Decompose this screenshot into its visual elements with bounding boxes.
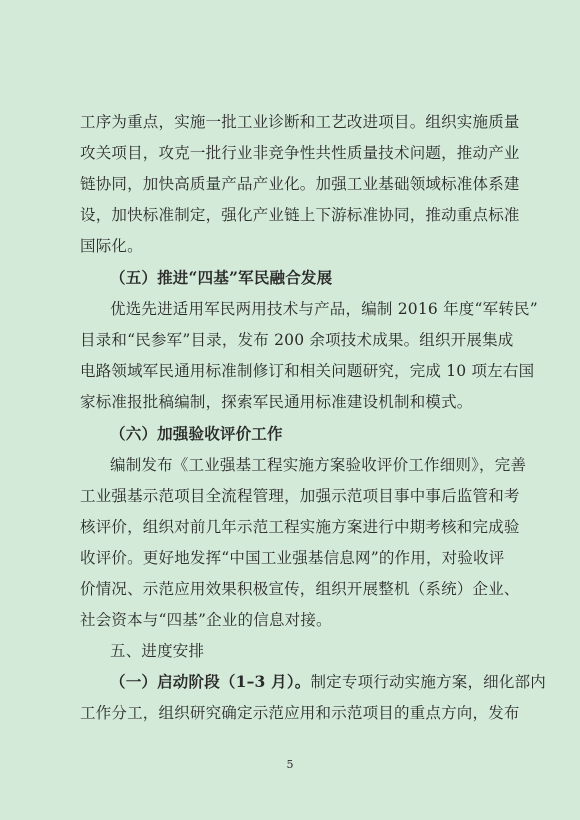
phase-heading: （一）启动阶段（1–3 月）。: [110, 672, 311, 691]
page-number: 5: [286, 758, 294, 771]
body-line: 收评价。更好地发挥“中国工业强基信息网”的作用，对验收评: [80, 549, 505, 567]
body-line: 家标准报批稿编制，探索军民通用标准建设机制和模式。: [80, 393, 473, 411]
body-line: 核评价，组织对前几年示范工程实施方案进行中期考核和完成验: [80, 518, 520, 536]
body-line: 社会资本与“四基”企业的信息对接。: [80, 611, 332, 629]
body-line: 国际化。: [80, 237, 143, 255]
body-line: 工作分工，组织研究确定示范应用和示范项目的重点方向，发布: [80, 704, 520, 722]
phase-text: 制定专项行动实施方案，细化部内: [310, 673, 546, 691]
body-line: 电路领域军民通用标准制修订和相关问题研究，完成 10 项左右国: [80, 362, 535, 380]
body-line: 优选先进适用军民两用技术与产品，编制 2016 年度“军转民”: [110, 300, 538, 318]
body-line: 工序为重点，实施一批工业诊断和工艺改进项目。组织实施质量: [80, 113, 520, 131]
section-heading-five: （五）推进“四基”军民融合发展: [110, 268, 333, 287]
body-line: 价情况、示范应用效果积极宣传，组织开展整机（系统）企业、: [80, 580, 520, 598]
body-line: [110, 670, 546, 694]
body-line: 编制发布《工业强基工程实施方案验收评价工作细则》，完善: [110, 456, 527, 474]
body-line: 链协同，加快高质量产品产业化。加强工业基础领域标准体系建: [80, 175, 520, 193]
section-heading-six: （六）加强验收评价工作: [110, 424, 283, 443]
body-line: 目录和“民参军”目录，发布 200 余项技术成果。组织开展集成: [80, 331, 514, 349]
section-heading-schedule: 五、进度安排: [110, 642, 205, 660]
body-line: 攻关项目，攻克一批行业非竞争性共性质量技术问题，推动产业: [80, 144, 520, 162]
body-line: 设，加快标准制定，强化产业链上下游标准协同，推动重点标准: [80, 206, 520, 224]
body-line: 工业强基示范项目全流程管理，加强示范项目事中事后监管和考: [80, 487, 520, 505]
